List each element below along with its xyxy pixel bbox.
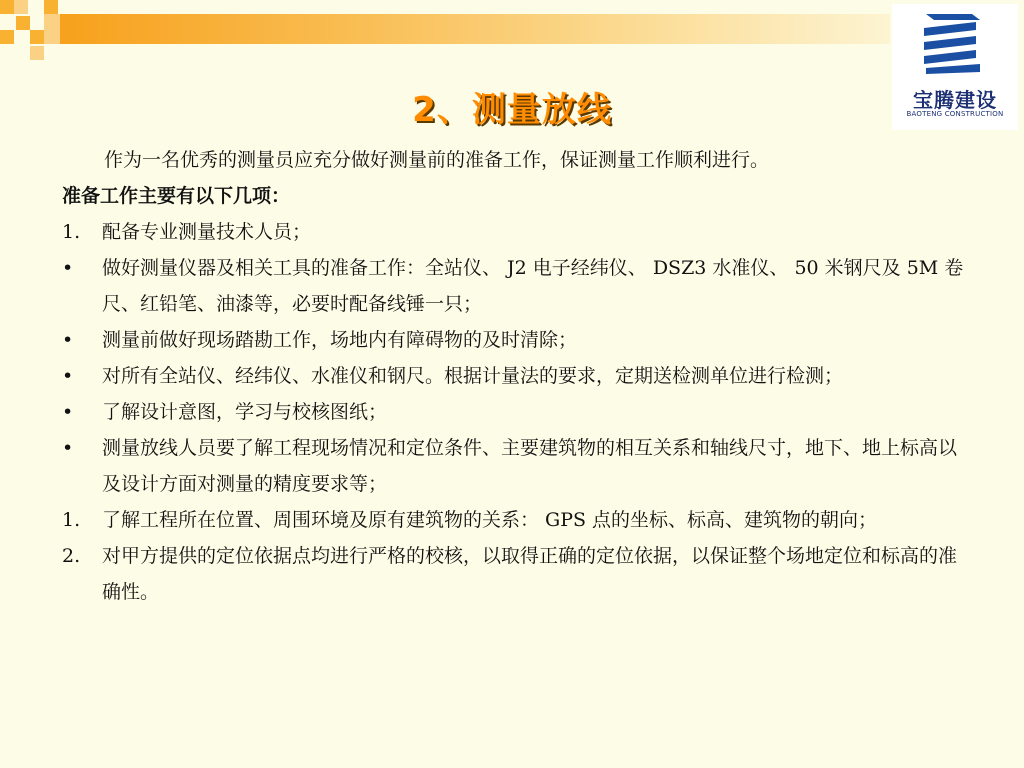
intro-paragraph: 作为一名优秀的测量员应充分做好测量前的准备工作，保证测量工作顺利进行。 [104, 149, 770, 171]
decor-square [14, 0, 28, 14]
list-item [62, 250, 970, 322]
logo-name-en: BAOTENG CONSTRUCTION [906, 110, 1004, 118]
list-item [62, 358, 970, 394]
list-item-text: 测量前做好现场踏勘工作，场地内有障碍物的及时清除； [102, 329, 578, 351]
list-item-text: 对甲方提供的定位依据点均进行严格的校核，以取得正确的定位依据，以保证整个场地定位和标高的准确性。 [102, 545, 958, 603]
decor-square [0, 0, 14, 14]
bullet-icon: • [62, 329, 74, 351]
list-item [62, 538, 970, 610]
bullet-icon: • [62, 365, 74, 387]
list-item [62, 502, 970, 538]
logo-name-cn: 宝腾建设 [913, 88, 997, 112]
list-marker: 1. [62, 221, 81, 243]
header-decoration [0, 0, 1024, 66]
list-item-text: 对所有全站仪、经纬仪、水准仪和钢尺。根据计量法的要求，定期送检测单位进行检测； [102, 365, 844, 387]
decor-square [30, 46, 44, 60]
slide-title: 2、测量放线 [412, 90, 612, 130]
bullet-icon: • [62, 401, 74, 423]
subheading: 准备工作主要有以下几项： [62, 185, 291, 207]
bullet-icon: • [62, 257, 74, 279]
list-item [62, 394, 970, 430]
list-item-text: 了解设计意图，学习与校核图纸； [102, 401, 388, 423]
list-item [62, 430, 970, 502]
decor-square [0, 30, 14, 44]
list-item [62, 214, 970, 250]
decor-square [30, 30, 44, 44]
list-item-text: 了解工程所在位置、周围环境及原有建筑物的关系： GPS 点的坐标、标高、建筑物的朝向； [102, 509, 878, 531]
list-marker: 1. [62, 509, 81, 531]
decor-square [44, 0, 58, 14]
decor-square [16, 16, 30, 30]
bullet-icon: • [62, 437, 74, 459]
list-item [62, 322, 970, 358]
orange-gradient-band [60, 14, 890, 44]
decor-square [44, 14, 60, 44]
list-item-text: 配备专业测量技术人员； [102, 221, 312, 243]
slide-body [62, 142, 970, 610]
list-item-text: 测量放线人员要了解工程现场情况和定位条件、主要建筑物的相互关系和轴线尺寸，地下、地上标高以及设计方面对测量的精度要求等； [102, 437, 958, 495]
list-marker: 2. [62, 545, 81, 567]
baoteng-logo-icon [920, 10, 988, 76]
list-item-text: 做好测量仪器及相关工具的准备工作：全站仪、 J2 电子经纬仪、 DSZ3 水准仪、 50 米钢尺及 5M 卷尺、红铅笔、油漆等，必要时配备线锤一只； [102, 257, 964, 315]
